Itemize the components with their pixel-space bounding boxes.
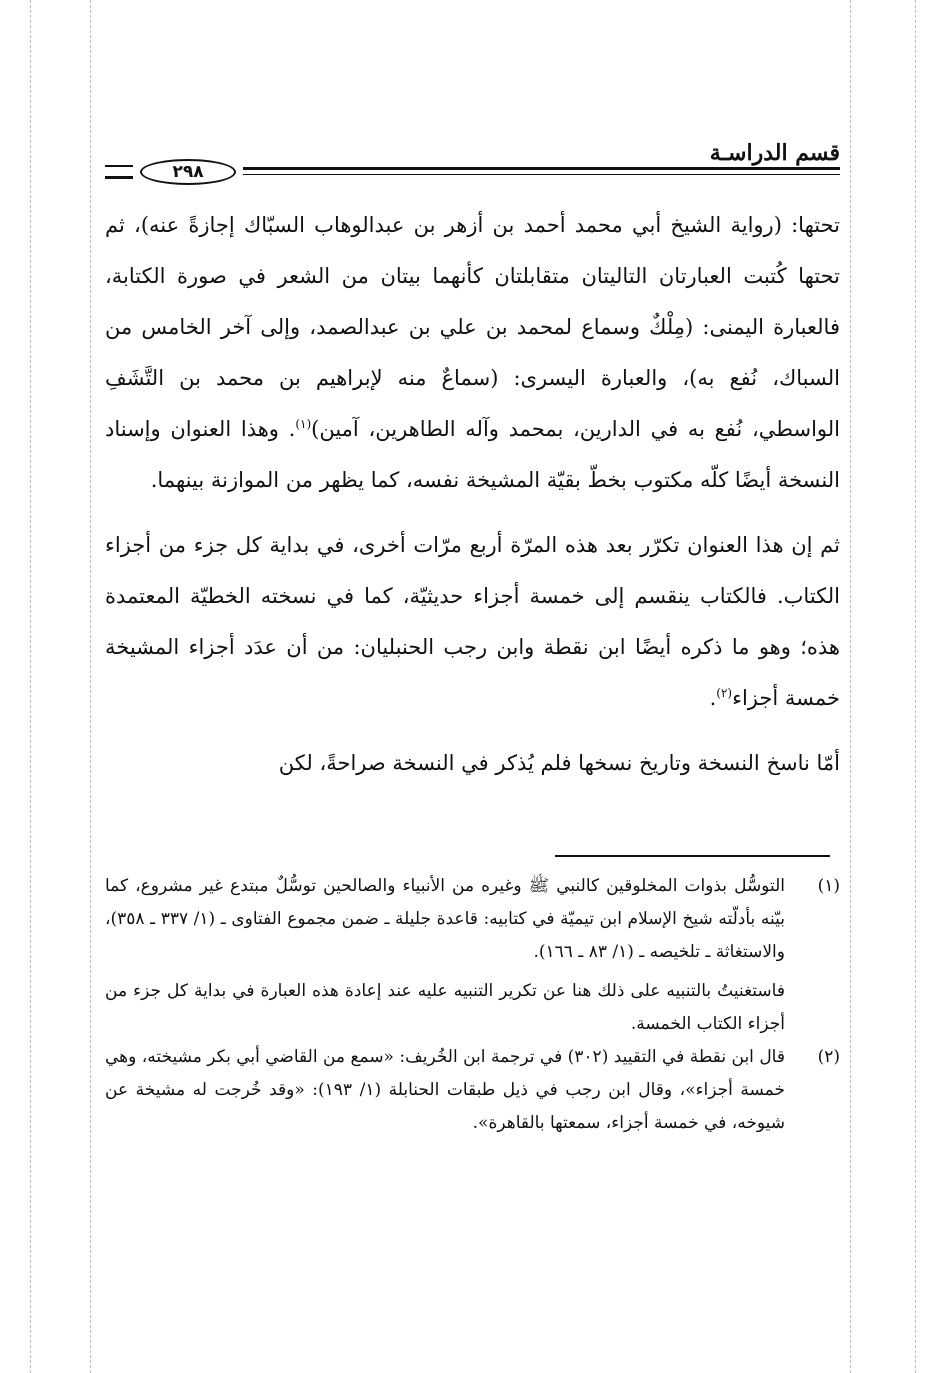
- footnote-text: التوسُّل بذوات المخلوقين كالنبي ﷺ وغيره من الأنبياء والصالحين توسُّلٌ مبتدع غير مشروع، كما بيّنه بأدلّته شيخ الإسلام ابن تيميّة في كتابيه: قاعدة جليلة ـ ضمن مجموع الفتاوى ـ (١/ ٣٣٧ ـ ٣٥٨)، والاستغاثة ـ تلخيصه ـ (١/ ٨٣ ـ ١٦٦).: [105, 876, 785, 962]
- header-rule: [243, 167, 840, 170]
- footnote-text: قال ابن نقطة في التقييد (٣٠٢) في ترجمة ابن الخُريف: «سمع من القاضي أبي بكر مشيخته، وهي خمسة أجزاء»، وقال ابن رجب في ذيل طبقات الحنابلة (١/ ١٩٣): «وقد خُرجت له مشيخة عن شيوخه، في خمسة أجزاء، سمعتها بالقاهرة».: [105, 1047, 785, 1133]
- scan-guide-line: [850, 0, 851, 1373]
- footnote: [105, 870, 840, 969]
- footnotes: [105, 870, 840, 1140]
- main-text: [105, 200, 840, 789]
- scan-guide-line: [30, 0, 31, 1373]
- page-number: ٢٩٨: [140, 159, 236, 185]
- section-title: قسم الدراسـة: [709, 140, 840, 166]
- footnote: [105, 1041, 840, 1140]
- scan-guide-line: [90, 0, 91, 1373]
- footnote-number: (١): [817, 876, 840, 896]
- paragraph: تحتها: (رواية الشيخ أبي محمد أحمد بن أزهر بن عبدالوهاب السبّاك إجازةً عنه)، ثم تحتها كُتبت العبارتان التاليتان متقابلتان كأنهما بيتان من الشعر في صورة الكتابة، فالعبارة اليمنى: (مِلْكٌ وسماع لمحمد بن علي بن عبدالصمد، وإلى آخر الخامس من السباك، نُفع به)، والعبارة اليسرى: (سماعٌ منه لإبراهيم بن محمد بن التَّشَفِ الواسطي، نُفع به في الدارين، بمحمد وآله الطاهرين، آمين)$^{(١)}$. وهذا العنوان وإسناد النسخة أيضًا كلّه مكتوب بخطّ بقيّة المشيخة نفسه، كما يظهر من الموازنة بينهما.: [105, 213, 840, 492]
- footnote-separator: [555, 855, 830, 857]
- scan-guide-line: [915, 0, 916, 1373]
- footnote-continuation: فاستغنيتُ بالتنبيه على ذلك هنا عن تكرير التنبيه عليه عند إعادة هذه العبارة في بداية كل جزء من أجزاء الكتاب الخمسة.: [105, 981, 785, 1034]
- header-ornament: [105, 165, 133, 179]
- page-header: [105, 135, 840, 190]
- header-rule-thin: [243, 174, 840, 175]
- paragraph: ثم إن هذا العنوان تكرّر بعد هذه المرّة أربع مرّات أخرى، في بداية كل جزء من أجزاء الكتاب. فالكتاب ينقسم إلى خمسة أجزاء حديثيّة، كما في نسخته الخطيّة المعتمدة هذه؛ وهو ما ذكره أيضًا ابن نقطة وابن رجب الحنبليان: من أن عدَد أجزاء المشيخة خمسة أجزاء$^{(٢)}$.: [105, 533, 840, 710]
- footnote-ref: (٢): [716, 686, 733, 700]
- footnote-ref: (١): [295, 417, 312, 431]
- paragraph: أمّا ناسخ النسخة وتاريخ نسخها فلم يُذكر في النسخة صراحةً، لكن: [278, 751, 840, 775]
- footnote-number: (٢): [817, 1047, 840, 1067]
